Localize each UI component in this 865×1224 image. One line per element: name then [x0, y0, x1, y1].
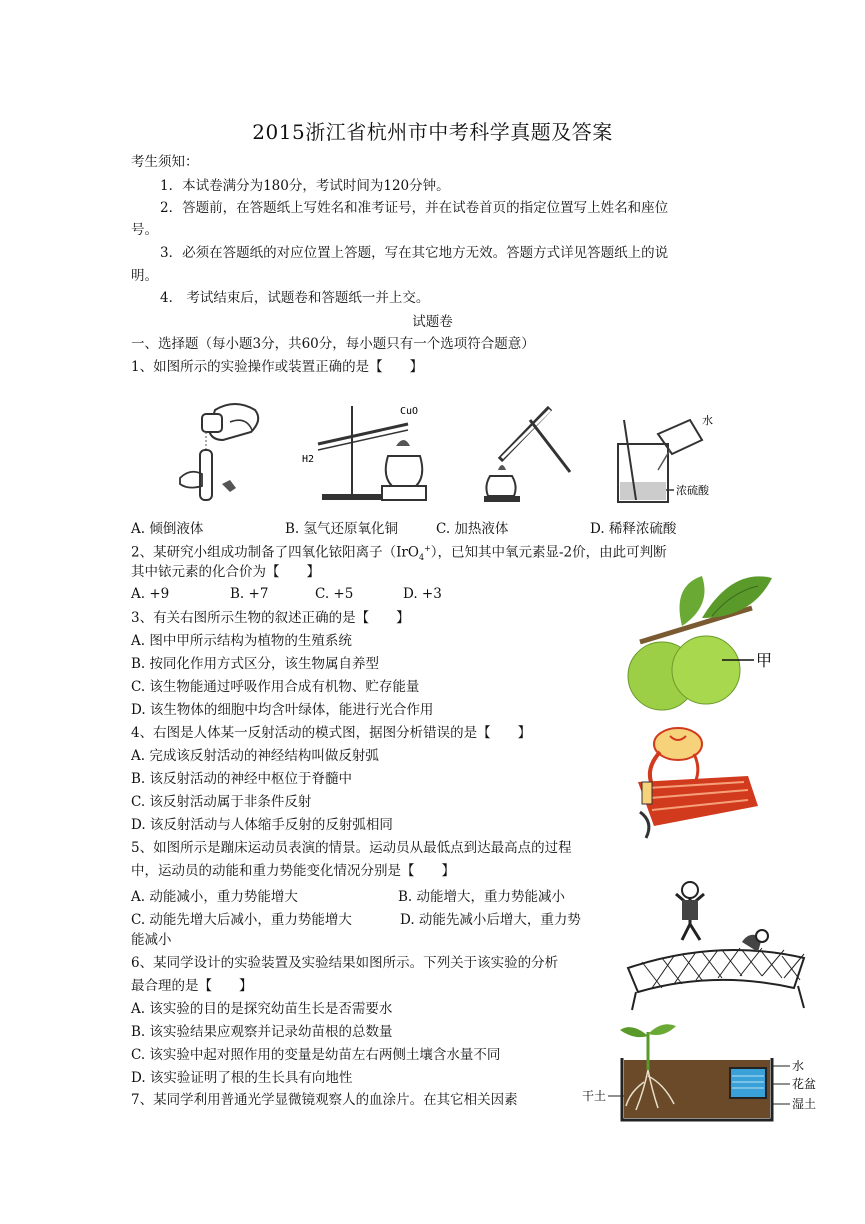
q1-stem: 1、如图所示的实验操作或装置正确的是【 】: [131, 359, 424, 375]
notice-item-2: 2．答题前，在答题纸上写姓名和准考证号，并在试卷首页的指定位置写上姓名和座位: [160, 200, 669, 216]
q6-stem-line2: 最合理的是【 】: [131, 978, 253, 994]
q1-option-c: C. 加热液体: [436, 521, 509, 537]
q2-stem-line2: 其中铱元素的化合价为【 】: [131, 564, 320, 580]
q6-label-pot: 花盆: [792, 1077, 817, 1091]
q3-stem: 3、有关右图所示生物的叙述正确的是【 】: [131, 610, 410, 626]
q3-option-b: B. 按同化作用方式区分，该生物属自养型: [131, 656, 380, 672]
q6-stem-line1: 6、某同学设计的实验装置及实验结果如图所示。下列关于该实验的分析: [131, 955, 559, 971]
q6-label-water: 水: [792, 1059, 805, 1073]
q3-figure-fruit: [622, 572, 782, 717]
q2-option-b: B. +7: [230, 586, 269, 602]
q2-option-a: A. +9: [131, 586, 170, 602]
q1-label-h2: H2: [302, 454, 315, 465]
notice-item-4: 4． 考试结束后，试题卷和答题纸一并上交。: [160, 290, 430, 306]
q1-option-a: A. 倾倒液体: [131, 521, 204, 537]
q5-option-d: D. 动能先减小后增大，重力势: [400, 912, 581, 928]
notice-item-1: 1．本试卷满分为180分，考试时间为120分钟。: [160, 178, 450, 194]
q1-figure-a: [160, 392, 270, 512]
q6-option-a: A. 该实验的目的是探究幼苗生长是否需要水: [131, 1001, 393, 1017]
q4-option-c: C. 该反射活动属于非条件反射: [131, 794, 312, 810]
q4-option-b: B. 该反射活动的神经中枢位于脊髓中: [131, 771, 353, 787]
notice-heading: 考生须知：: [131, 154, 199, 170]
q1-label-acid: 浓硫酸: [676, 484, 709, 497]
q4-option-a: A. 完成该反射活动的神经结构叫做反射弧: [131, 748, 379, 764]
q3-option-a: A. 图中甲所示结构为植物的生殖系统: [131, 633, 352, 649]
q3-label-jia: 甲: [756, 651, 773, 670]
q7-stem-line1: 7、某同学利用普通光学显微镜观察人的血涂片。在其它相关因素: [131, 1092, 518, 1108]
notice-item-3: 3．必须在答题纸的对应位置上答题，写在其它地方无效。答题方式详见答题纸上的说: [160, 245, 669, 261]
q2-option-d: D. +3: [403, 586, 442, 602]
q1-figure-c: [460, 400, 580, 510]
q1-label-water: 水: [702, 414, 713, 427]
q1-figure-d: [610, 410, 750, 510]
q4-figure-reflex: [630, 722, 760, 842]
q5-stem-line1: 5、如图所示是蹦床运动员表演的情景。运动员从最低点到达最高点的过程: [131, 840, 572, 856]
notice-item-2-cont: 号。: [131, 222, 158, 238]
q5-option-d-cont: 能减小: [131, 932, 172, 948]
q6-option-d: D. 该实验证明了根的生长具有向地性: [131, 1070, 353, 1086]
q5-option-b: B. 动能增大，重力势能减小: [398, 889, 566, 905]
q1-figure-b: [300, 400, 440, 510]
q5-option-a: A. 动能减小，重力势能增大: [131, 889, 298, 905]
q4-option-d: D. 该反射活动与人体缩手反射的反射弧相同: [131, 817, 393, 833]
q3-option-c: C. 该生物能通过呼吸作用合成有机物、贮存能量: [131, 679, 420, 695]
q6-figure-seedling: [578, 1024, 828, 1124]
q1-label-cuo: CuO: [400, 406, 419, 417]
notice-item-3-cont: 明。: [131, 268, 158, 284]
section-label: 试题卷: [412, 314, 453, 330]
q6-option-b: B. 该实验结果应观察并记录幼苗根的总数量: [131, 1024, 393, 1040]
q2-stem-line1: 2、某研究小组成功制备了四氧化铱阳离子（IrO$_4$+），已知其中氧元素显-2价，由此可判断: [131, 544, 667, 563]
section1-heading: 一、选择题（每小题3分，共60分，每小题只有一个选项符合题意）: [131, 336, 535, 352]
q5-option-c: C. 动能先增大后减小，重力势能增大: [131, 912, 352, 928]
q6-option-c: C. 该实验中起对照作用的变量是幼苗左右两侧土壤含水量不同: [131, 1047, 501, 1063]
q6-label-wet: 湿土: [792, 1097, 817, 1111]
q2-option-c: C. +5: [315, 586, 354, 602]
page-title: 2015浙江省杭州市中考科学真题及答案: [252, 120, 613, 144]
q1-option-b: B. 氢气还原氧化铜: [285, 521, 399, 537]
q4-stem: 4、右图是人体某一反射活动的模式图，据图分析错误的是【 】: [131, 725, 532, 741]
q5-stem-line2: 中，运动员的动能和重力势能变化情况分别是【 】: [131, 863, 455, 879]
q5-figure-trampoline: [622, 870, 812, 1020]
q1-option-d: D. 稀释浓硫酸: [590, 521, 677, 537]
q6-label-dry: 干土: [582, 1089, 607, 1103]
q3-option-d: D. 该生物体的细胞中均含叶绿体，能进行光合作用: [131, 702, 434, 718]
